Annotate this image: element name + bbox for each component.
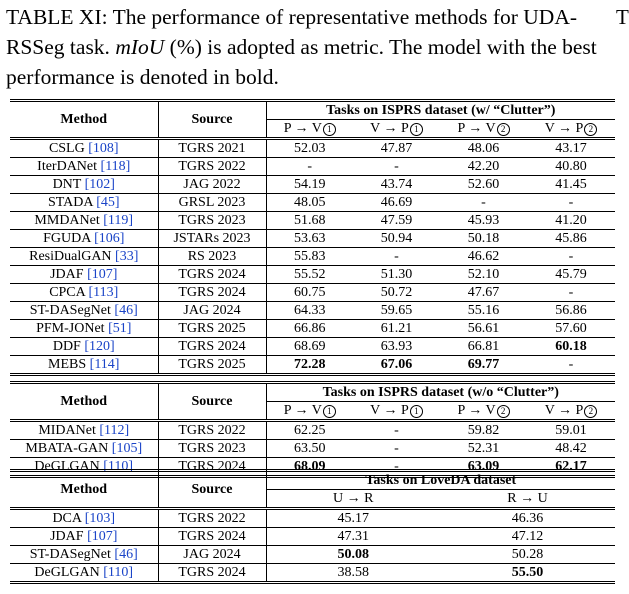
score-cell: 50.72 [353, 284, 440, 302]
score-cell: 51.68 [266, 212, 353, 230]
score-cell: 60.75 [266, 284, 353, 302]
task-header [440, 402, 527, 421]
source-cell: TGRS 2024 [158, 266, 266, 284]
task-direction: V → P [544, 120, 584, 136]
method-name: MEBS [48, 356, 87, 372]
citation-link: [46] [114, 302, 138, 318]
source-cell: RS 2023 [158, 248, 266, 266]
table-row [10, 320, 615, 338]
citation-link: [114] [89, 356, 120, 372]
score-cell: - [527, 194, 615, 212]
table-row [10, 338, 615, 356]
method-name: IterDANet [37, 158, 98, 174]
score-cell: 63.50 [266, 440, 353, 458]
method-cell [10, 212, 158, 230]
method-cell [10, 356, 158, 375]
method-cell [10, 284, 158, 302]
source-cell: TGRS 2023 [158, 440, 266, 458]
method-name: JDAF [50, 266, 84, 282]
citation-link: [51] [108, 320, 132, 336]
score-cell: 59.82 [440, 421, 527, 440]
source-cell: TGRS 2024 [158, 284, 266, 302]
table-row [10, 212, 615, 230]
citation-link: [107] [87, 266, 118, 282]
table-row [10, 266, 615, 284]
score-cell: 52.60 [440, 176, 527, 194]
score-cell: 54.19 [266, 176, 353, 194]
score-cell: 59.65 [353, 302, 440, 320]
table-row [10, 230, 615, 248]
header-source: Source [158, 101, 266, 139]
table-caption [6, 2, 612, 92]
score-cell: - [440, 194, 527, 212]
method-cell [10, 509, 158, 528]
score-cell: 66.86 [266, 320, 353, 338]
score-cell: 43.74 [353, 176, 440, 194]
table-row [10, 528, 615, 546]
task-header: R → U [440, 490, 615, 509]
score-cell: 41.20 [527, 212, 615, 230]
method-name: MBATA-GAN [25, 440, 109, 456]
score-cell: 64.33 [266, 302, 353, 320]
score-cell: 56.86 [527, 302, 615, 320]
score-cell: - [527, 284, 615, 302]
task-header [266, 120, 353, 139]
table-isprs-with-clutter [10, 99, 615, 376]
source-cell: TGRS 2021 [158, 139, 266, 158]
score-cell: 52.10 [440, 266, 527, 284]
task-index-circle: 2 [497, 123, 510, 136]
table-row [10, 176, 615, 194]
table-row [10, 546, 615, 564]
task-header [266, 402, 353, 421]
score-cell: 48.06 [440, 139, 527, 158]
method-name: ResiDualGAN [29, 248, 112, 264]
citation-link: [113] [88, 284, 119, 300]
table-row [10, 139, 615, 158]
method-cell [10, 248, 158, 266]
score-cell: 50.28 [440, 546, 615, 564]
method-name: CSLG [48, 140, 85, 156]
method-name: ST-DASegNet [29, 302, 111, 318]
method-name: DDF [52, 338, 81, 354]
source-cell: JSTARs 2023 [158, 230, 266, 248]
method-name: STADA [47, 194, 93, 210]
source-cell: TGRS 2025 [158, 356, 266, 375]
method-cell [10, 564, 158, 583]
source-cell: TGRS 2023 [158, 212, 266, 230]
task-header [440, 120, 527, 139]
table-isprs-without-clutter [10, 381, 615, 478]
header-source: Source [158, 383, 266, 421]
citation-link: [45] [96, 194, 120, 210]
table-row [10, 284, 615, 302]
citation-link: [106] [94, 230, 125, 246]
score-cell: 50.94 [353, 230, 440, 248]
task-header: U → R [266, 490, 440, 509]
score-cell: 68.69 [266, 338, 353, 356]
score-cell: 56.61 [440, 320, 527, 338]
task-index-circle: 2 [497, 405, 510, 418]
source-cell: JAG 2024 [158, 302, 266, 320]
score-cell: 59.01 [527, 421, 615, 440]
method-cell [10, 302, 158, 320]
source-cell: TGRS 2022 [158, 158, 266, 176]
score-cell: 72.28 [266, 356, 353, 375]
score-cell: 55.50 [440, 564, 615, 583]
score-cell: 47.67 [440, 284, 527, 302]
caption-metric: mIoU [115, 35, 165, 59]
method-name: DCA [52, 510, 82, 526]
method-cell [10, 338, 158, 356]
task-header [353, 402, 440, 421]
group-title: Tasks on LoveDA dataset [266, 471, 615, 490]
task-direction: P → V [283, 120, 322, 136]
citation-link: [110] [103, 564, 134, 580]
score-cell: - [353, 248, 440, 266]
score-cell: 40.80 [527, 158, 615, 176]
task-direction: P → V [457, 402, 496, 418]
score-cell: 55.52 [266, 266, 353, 284]
score-cell: 50.08 [266, 546, 440, 564]
score-cell: 67.06 [353, 356, 440, 375]
method-cell [10, 158, 158, 176]
header-method: Method [10, 101, 158, 139]
source-cell: TGRS 2024 [158, 528, 266, 546]
source-cell: TGRS 2024 [158, 458, 266, 477]
citation-link: [120] [84, 338, 115, 354]
score-cell: 69.77 [440, 356, 527, 375]
method-cell [10, 139, 158, 158]
citation-link: [105] [111, 440, 143, 456]
caption-text-b: (%) is adopted as metric. The model with the best performance is denoted in bold. [6, 35, 597, 89]
method-name: DeGLGAN [34, 564, 100, 580]
task-direction: V → P [544, 402, 584, 418]
method-cell [10, 266, 158, 284]
score-cell: 48.42 [527, 440, 615, 458]
citation-link: [119] [103, 212, 134, 228]
citation-link: [46] [114, 546, 138, 562]
score-cell: 51.30 [353, 266, 440, 284]
score-cell: 57.60 [527, 320, 615, 338]
table-row [10, 158, 615, 176]
method-cell [10, 176, 158, 194]
header-method: Method [10, 471, 158, 509]
citation-link: [107] [87, 528, 118, 544]
score-cell: 55.16 [440, 302, 527, 320]
score-cell: 48.05 [266, 194, 353, 212]
table-row [10, 564, 615, 583]
method-name: FGUDA [43, 230, 91, 246]
table-row [10, 248, 615, 266]
score-cell: 55.83 [266, 248, 353, 266]
table-row [10, 302, 615, 320]
group-title: Tasks on ISPRS dataset (w/o “Clutter”) [266, 383, 615, 402]
source-cell: JAG 2022 [158, 176, 266, 194]
citation-link: [33] [115, 248, 139, 264]
caption-label: TABLE XI: [6, 5, 108, 29]
score-cell: 66.81 [440, 338, 527, 356]
score-cell: 62.17 [527, 458, 615, 477]
method-cell [10, 230, 158, 248]
table-row [10, 440, 615, 458]
score-cell: 52.03 [266, 139, 353, 158]
score-cell: - [353, 158, 440, 176]
score-cell: 46.36 [440, 509, 615, 528]
score-cell: 42.20 [440, 158, 527, 176]
citation-link: [102] [84, 176, 115, 192]
source-cell: TGRS 2025 [158, 320, 266, 338]
score-cell: 60.18 [527, 338, 615, 356]
score-cell: 63.93 [353, 338, 440, 356]
method-cell [10, 320, 158, 338]
score-cell: - [527, 248, 615, 266]
score-cell: 62.25 [266, 421, 353, 440]
score-cell: 46.69 [353, 194, 440, 212]
score-cell: 45.79 [527, 266, 615, 284]
score-cell: 63.09 [440, 458, 527, 477]
source-cell: TGRS 2024 [158, 564, 266, 583]
score-cell: 53.63 [266, 230, 353, 248]
source-cell: JAG 2024 [158, 546, 266, 564]
task-index-circle: 2 [584, 123, 597, 136]
method-cell [10, 440, 158, 458]
method-name: DNT [52, 176, 82, 192]
score-cell: 46.62 [440, 248, 527, 266]
task-header [527, 120, 615, 139]
score-cell: - [353, 458, 440, 477]
task-direction: V → P [370, 402, 409, 418]
citation-link: [103] [84, 510, 116, 526]
citation-link: [108] [88, 140, 119, 156]
score-cell: 45.86 [527, 230, 615, 248]
source-cell: TGRS 2024 [158, 338, 266, 356]
method-name: DeGLGAN [34, 458, 100, 474]
method-cell [10, 546, 158, 564]
score-cell: 38.58 [266, 564, 440, 583]
task-header [353, 120, 440, 139]
citation-link: [112] [99, 422, 130, 438]
method-name: ST-DASegNet [29, 546, 111, 562]
method-name: CPCA [49, 284, 85, 300]
score-cell: 47.12 [440, 528, 615, 546]
score-cell: - [266, 158, 353, 176]
method-name: MIDANet [38, 422, 96, 438]
source-cell: TGRS 2022 [158, 509, 266, 528]
score-cell: - [527, 356, 615, 375]
method-name: PFM-JONet [36, 320, 105, 336]
citation-link: [118] [100, 158, 131, 174]
table-row [10, 194, 615, 212]
score-cell: 50.18 [440, 230, 527, 248]
score-cell: 52.31 [440, 440, 527, 458]
method-name: MMDANet [34, 212, 100, 228]
score-cell: - [353, 440, 440, 458]
score-cell: 43.17 [527, 139, 615, 158]
score-cell: 47.59 [353, 212, 440, 230]
score-cell: 45.17 [266, 509, 440, 528]
table-loveda [10, 469, 615, 584]
score-cell: 47.87 [353, 139, 440, 158]
task-index-circle: 2 [584, 405, 597, 418]
table-row [10, 421, 615, 440]
task-index-circle: 1 [410, 405, 423, 418]
method-cell [10, 421, 158, 440]
header-method: Method [10, 383, 158, 421]
caption-text-a: The performance of representative methods for UDA-RSSeg task. [6, 5, 578, 59]
score-cell: - [353, 421, 440, 440]
score-cell: 68.09 [266, 458, 353, 477]
task-direction: V → P [370, 120, 409, 136]
method-cell [10, 528, 158, 546]
score-cell: 47.31 [266, 528, 440, 546]
table-row [10, 509, 615, 528]
score-cell: 61.21 [353, 320, 440, 338]
task-index-circle: 1 [323, 405, 336, 418]
method-name: JDAF [50, 528, 84, 544]
score-cell: 41.45 [527, 176, 615, 194]
adjacent-column-glyph: T [616, 5, 629, 29]
task-header [527, 402, 615, 421]
method-cell [10, 194, 158, 212]
task-direction: P → V [457, 120, 496, 136]
source-cell: GRSL 2023 [158, 194, 266, 212]
table-row [10, 356, 615, 375]
task-direction: P → V [283, 402, 322, 418]
task-index-circle: 1 [410, 123, 423, 136]
header-source: Source [158, 471, 266, 509]
task-index-circle: 1 [323, 123, 336, 136]
score-cell: 45.93 [440, 212, 527, 230]
group-title: Tasks on ISPRS dataset (w/ “Clutter”) [266, 101, 615, 120]
source-cell: TGRS 2022 [158, 421, 266, 440]
citation-link: [110] [103, 458, 134, 474]
